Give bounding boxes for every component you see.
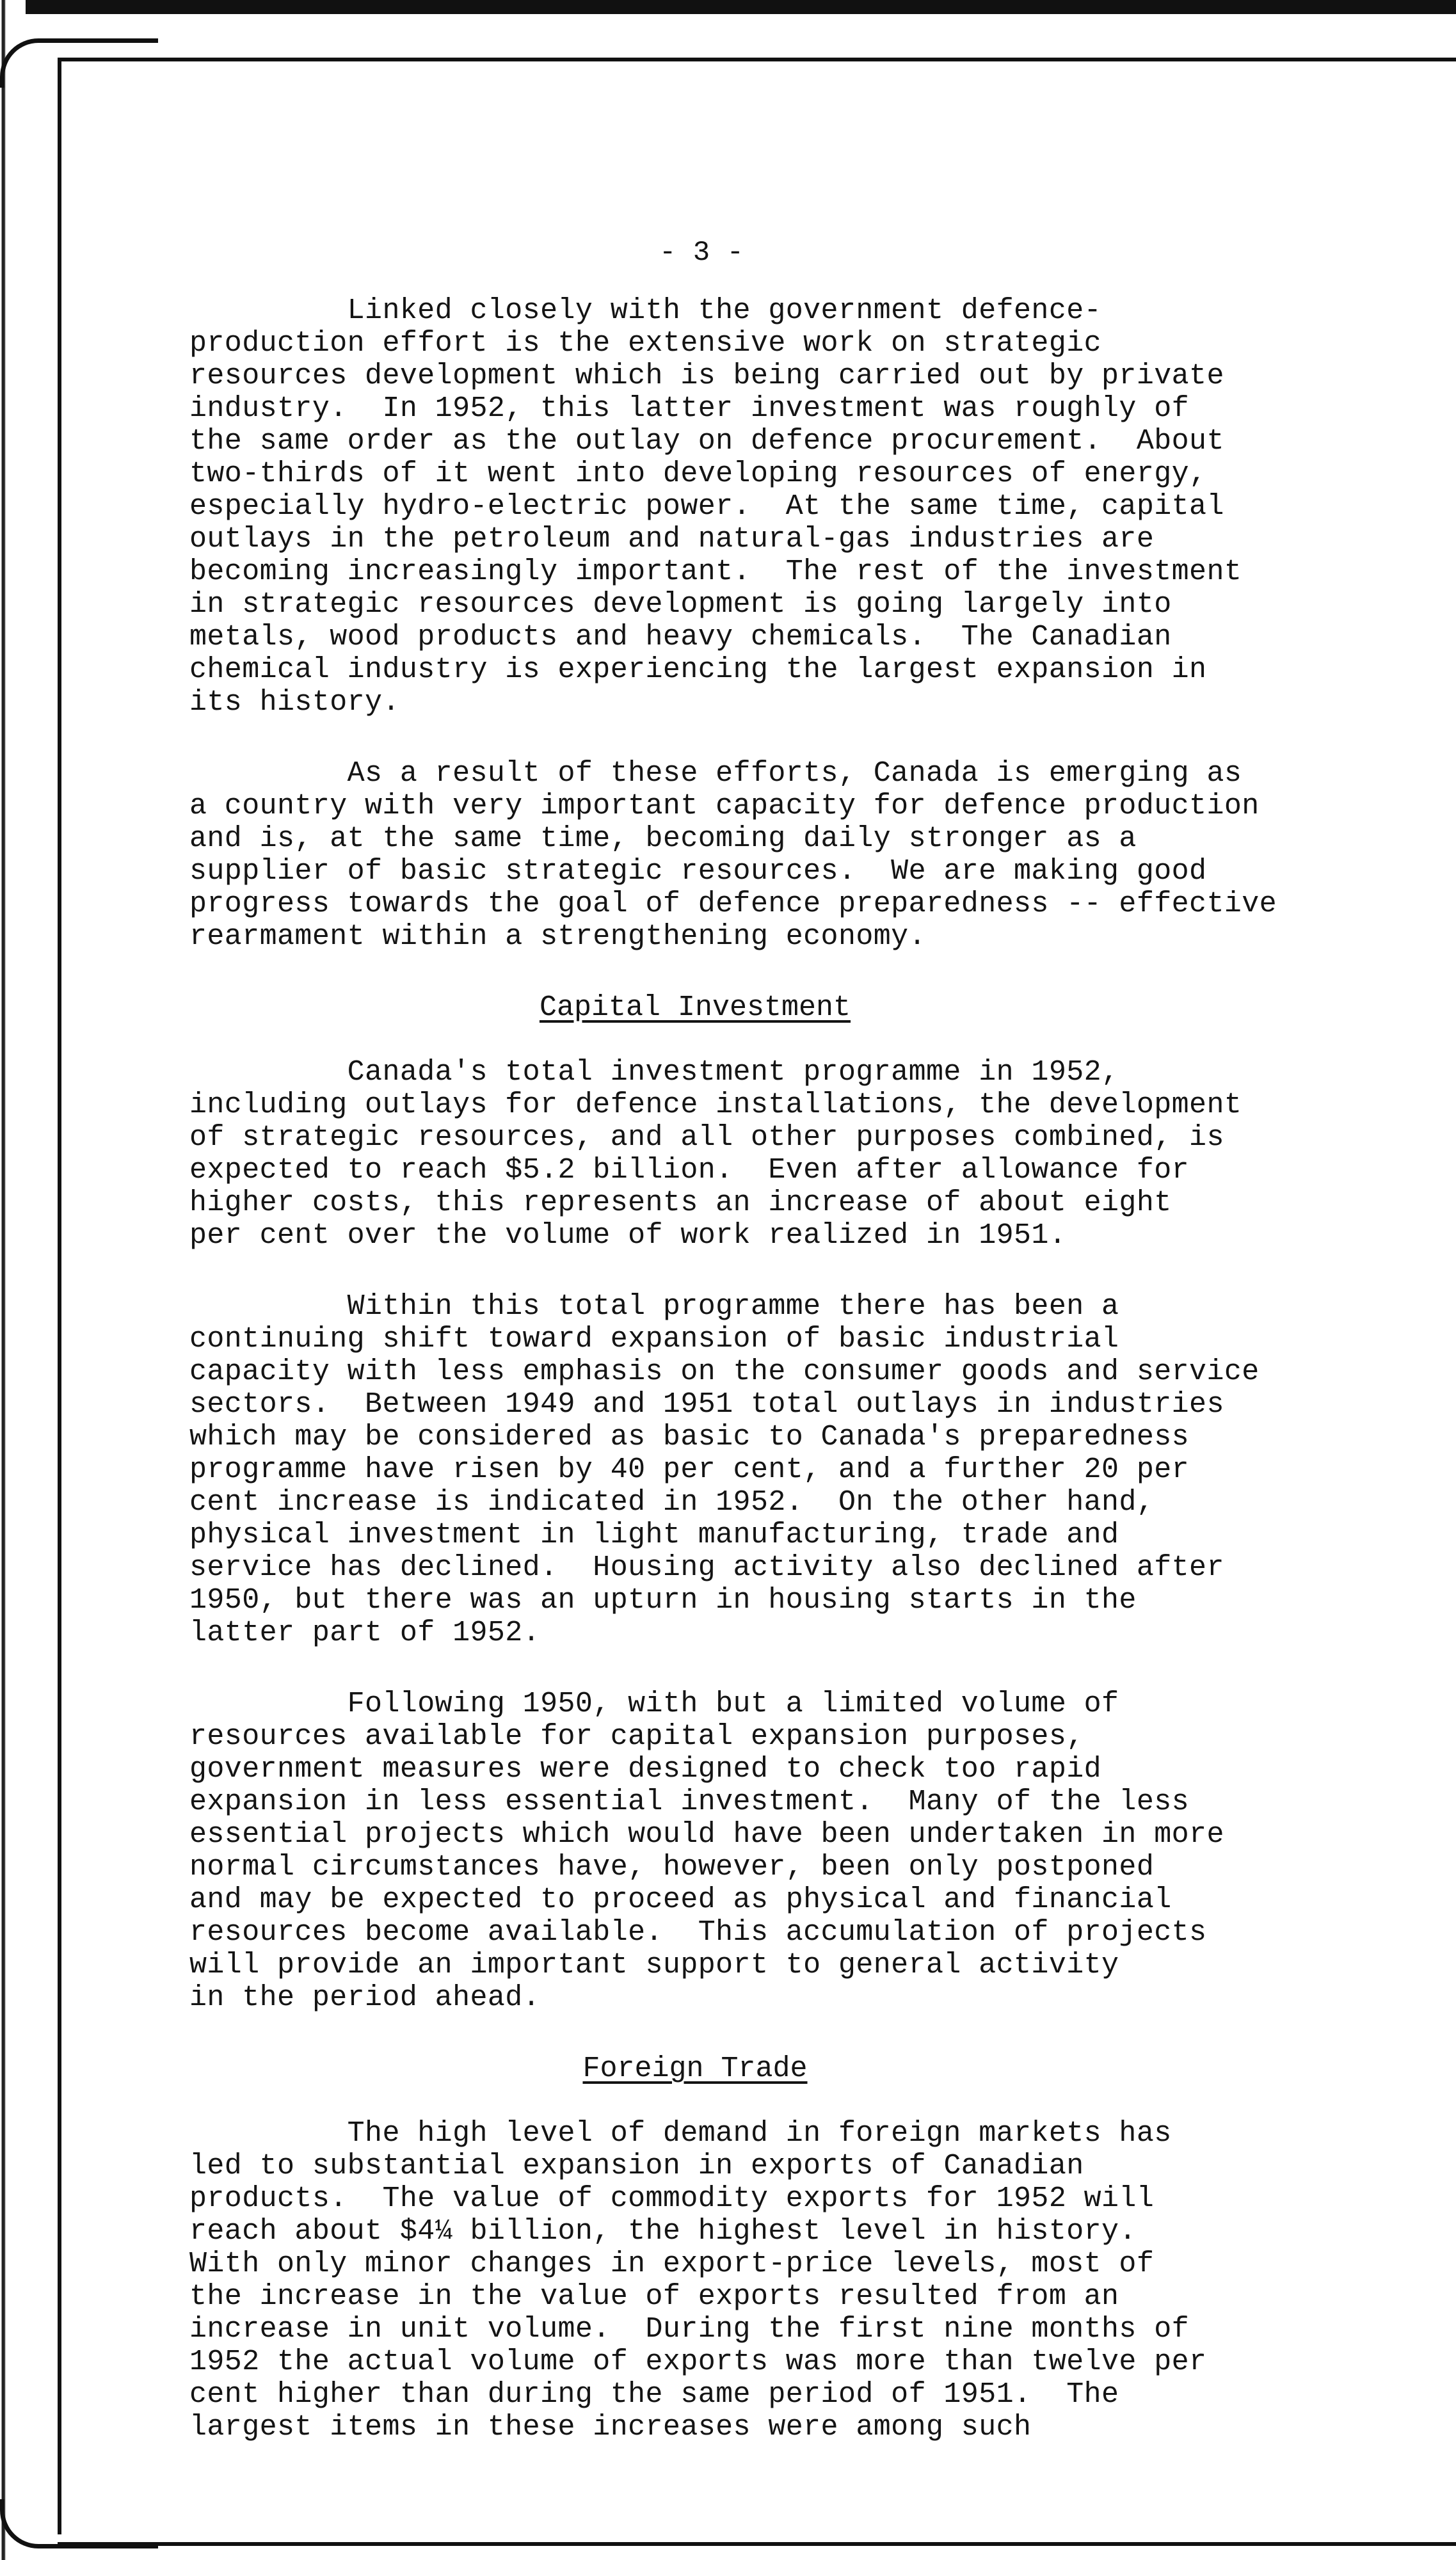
binder-curve-top — [0, 38, 158, 88]
section-heading-capital-investment — [189, 991, 1201, 1024]
heading-foreign-trade-text: Foreign Trade — [582, 2052, 808, 2085]
heading-capital-investment-text: Capital Investment — [539, 991, 851, 1024]
page-bottom-rule — [58, 2542, 1456, 2546]
paragraph-total-investment: Canada's total investment programme in 1952, including outlays for defence installations, the development of strategic resources, and all other purposes combined, is expected to reach $5.2 billion. Even after allowance for higher costs, this represents an increase of about eight per cent over the volume of work realized in 1951. — [189, 1056, 1242, 1252]
paragraph-defence-capacity: As a result of these efforts, Canada is emerging as a country with very important capacity for defence production and is, at the same time, becoming daily stronger as a supplier of basic strategic resources. We are making good progress towards the goal of defence preparedness -- effective rearmament within a strengthening economy. — [189, 757, 1277, 953]
paragraph-postponed-projects: Following 1950, with but a limited volume of resources available for capital expansion purposes, government measures were designed to check too rapid expansion in less essential investment. Many of the less essential projects which would have been undertaken in more normal circumstances have, however, been only postponed and may be expected to proceed as physical and financial resources become available. This accumulation of projects will provide an important support to general activity in the period ahead. — [189, 1688, 1224, 2014]
page-number: - 3 - — [659, 237, 744, 269]
paragraph-exports: The high level of demand in foreign markets has led to substantial expansion in exports of Canadian products. The value of commodity exports for 1952 will reach about $4¼ billion, the highest level in history. With only minor changes in export-price levels, most of the increase in the value of exports resulted from an increase in unit volume. During the first nine months of 1952 the actual volume of exports was more than twelve per cent higher than during the same period of 1951. The largest items in these increases were among such — [189, 2117, 1207, 2444]
document-page — [189, 237, 1405, 2444]
scan-left-edge — [0, 0, 26, 2560]
scan-top-edge — [0, 0, 1456, 14]
page-left-rule — [58, 61, 61, 2534]
page-top-rule — [58, 58, 1456, 61]
section-heading-foreign-trade — [189, 2052, 1201, 2085]
paragraph-strategic-resources: Linked closely with the government defence- production effort is the extensive work on strategic resources development which is being carried out by private industry. In 1952, this latter investment was roughly of the same order as the outlay on defence procurement. About two-thirds of it went into developing resources of energy, especially hydro-electric power. At the same time, capital outlays in the petroleum and natural-gas industries are becoming increasingly important. The rest of the investment in strategic resources development is going largely into metals, wood products and heavy chemicals. The Canadian chemical industry is experiencing the largest expansion in its history. — [189, 294, 1242, 719]
paragraph-programme-shift: Within this total programme there has been a continuing shift toward expansion of basic industrial capacity with less emphasis on the consumer goods and service sectors. Between 1949 and 1951 total outlays in industries which may be considered as basic to Canada's preparedness programme have risen by 40 per cent, and a further 20 per cent increase is indicated in 1952. On the other hand, physical investment in light manufacturing, trade and service has declined. Housing activity also declined after 1950, but there was an upturn in housing starts in the latter part of 1952. — [189, 1290, 1260, 1649]
binder-curve-bottom — [0, 2499, 158, 2548]
